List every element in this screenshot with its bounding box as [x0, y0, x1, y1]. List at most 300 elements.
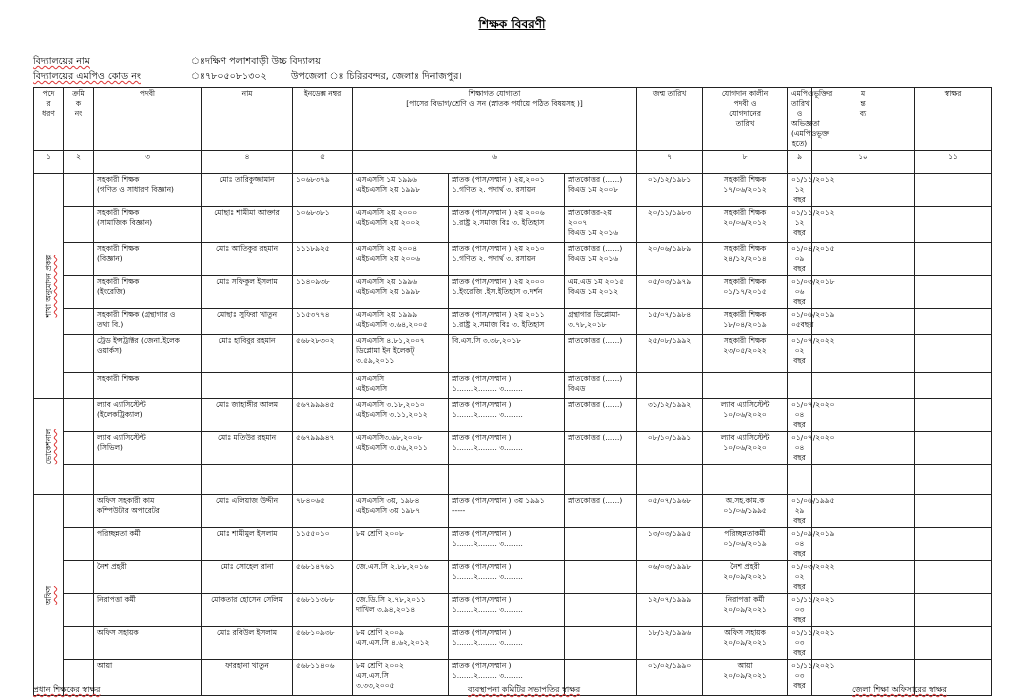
header-post-type: পদে র ধরণ: [34, 88, 64, 151]
joining-cell: [703, 528, 788, 561]
dob-cell: ০১/০২/১৯৯০: [637, 660, 703, 696]
mpo-cell-line: ০৩ বছর: [793, 671, 806, 690]
index-cell: ৫৬৮২৮৩০২: [293, 335, 353, 373]
degree-cell-line: ১.......২........ ৩........: [452, 638, 523, 647]
joining-cell-line: ০১/০৬/২০১৯: [723, 539, 767, 548]
index-cell: ৫৬৮১০৯৩৮: [293, 627, 353, 660]
joining-cell-line: সহকারী শিক্ষক: [723, 310, 767, 319]
ssc-hsc-cell: [353, 335, 449, 373]
dob-cell: ০১/১২/১৯৮১: [637, 174, 703, 207]
ssc-hsc-cell-line: ৩.৫৯,২০১১: [356, 356, 395, 365]
header-index: ইনডেক্স নম্বর: [293, 88, 353, 151]
joining-cell: [703, 594, 788, 627]
group-label: অফিস: [43, 585, 53, 605]
designation-cell-line: সহকারী শিক্ষক: [97, 374, 140, 383]
masters-cell: [565, 243, 637, 276]
signature-cell: [915, 309, 992, 335]
mpo-cell-line: ০২ বছর: [793, 346, 806, 365]
designation-cell-line: আয়া: [97, 661, 113, 670]
masters-cell-line: বিএড ১ম ২০১৬: [568, 228, 619, 237]
school-name-label: বিদ্যালয়ের নাম: [33, 56, 90, 67]
degree-cell-line: স্নাতক (পাস/সম্মান ): [452, 529, 512, 538]
joining-cell-line: ২৪/১২/২০১৪: [723, 254, 767, 263]
header-mpo: এমপিওভূক্তির তারিখ ও অভিজ্ঞতা (এমপিওভূক্ত হতে): [788, 88, 812, 151]
serial-cell: [64, 594, 94, 627]
table-row: [34, 528, 992, 561]
mpo-cell: [788, 594, 835, 627]
table-row: [34, 561, 992, 594]
joining-cell-line: পরিচ্ছন্নতাকর্মী: [724, 529, 766, 538]
joining-cell: [703, 373, 788, 399]
joining-cell-line: সহকারী শিক্ষক: [723, 208, 767, 217]
designation-cell-line: নিরাপত্তা কর্মী: [97, 595, 136, 604]
index-cell: ১০৬৮৩৮১: [293, 207, 353, 243]
ssc-hsc-cell-line: এসএসসি ২য় ১৯৯৯: [356, 310, 418, 319]
ssc-hsc-cell-line: এইচএসসি ৩.৫৬,২০১১: [356, 443, 428, 452]
dob-cell: ১৮/১২/১৯৯৬: [637, 627, 703, 660]
dob-cell: ২০/১১/১৯৮৩: [637, 207, 703, 243]
joining-cell: [703, 465, 788, 495]
index-cell: ৫৬৭৯৯৯৪৭: [293, 432, 353, 465]
degree-cell: [449, 627, 565, 660]
mpo-cell-line: ০৯ বছর: [793, 254, 806, 273]
designation-cell-line: সহকারী শিক্ষক: [97, 244, 140, 253]
dob-cell: ০৮/১০/১৯৯১: [637, 432, 703, 465]
mpo-cell: [788, 495, 835, 528]
joining-cell: [703, 561, 788, 594]
index-cell: ৫৬৮১১৪০৬: [293, 660, 353, 696]
ssc-hsc-cell-line: এইচএসসি ২য় ১৯৯৮: [356, 287, 420, 296]
masters-cell-line: বিএড ১ম ২০১২: [568, 287, 619, 296]
joining-cell-line: ১৭/০৬/২০১২: [723, 185, 767, 194]
name-cell: মোঃ শামীমুল ইসলাম: [202, 528, 293, 561]
degree-cell-line: স্নাতক (পাস/সম্মান ): [452, 374, 512, 383]
col-number: ৬: [353, 151, 637, 174]
degree-cell-line: স্নাতক (পাস/সম্মান ): [452, 433, 512, 442]
designation-cell: [94, 561, 202, 594]
signature-cell: [915, 276, 992, 309]
school-mpo-value: ৭৮০৫০৮১৩০২: [205, 71, 267, 82]
masters-cell-line: এম.এড ১ম ২০১৫: [568, 277, 624, 286]
mpo-cell-line: ০১/০৬/১৯৯৫: [791, 496, 835, 505]
ssc-hsc-cell-line: এসএসসি৩.৬৮,২০০৮: [356, 433, 423, 442]
name-cell: মোঃ মতিউর রহমান: [202, 432, 293, 465]
serial-cell: [64, 495, 94, 528]
masters-cell: [565, 594, 637, 627]
joining-cell: [703, 335, 788, 373]
mpo-cell-line: ০১/১১/২০২১: [791, 628, 835, 637]
masters-cell-line: স্নাতকোত্তর (......): [568, 244, 623, 253]
mpo-cell-line: ০১/১১/২০১২: [791, 175, 835, 184]
serial-cell: [64, 465, 94, 495]
masters-cell: [565, 465, 637, 495]
ssc-hsc-cell: [353, 243, 449, 276]
joining-cell: [703, 207, 788, 243]
dob-cell: ০৫/০৩/১৯৭৯: [637, 276, 703, 309]
group-label: শাখা অনুমোদন প্রকল্প: [43, 254, 53, 318]
ssc-hsc-cell: [353, 495, 449, 528]
mpo-cell-line: ০৩ বছর: [793, 605, 806, 624]
ssc-hsc-cell: [353, 660, 449, 696]
table-row: [34, 432, 992, 465]
signature-cell: [915, 174, 992, 207]
signature-cell: [915, 465, 992, 495]
masters-cell-line: স্নাতকোত্তর (......): [568, 400, 623, 409]
joining-cell-line: ০১/০৬/১৯৯৫: [723, 506, 767, 515]
ssc-hsc-cell-line: এসএসসি ২য় ২০০০: [356, 208, 418, 217]
joining-cell-line: ২৩/০৫/২০২২: [723, 346, 767, 355]
serial-cell: [64, 309, 94, 335]
table-row: [34, 207, 992, 243]
degree-cell-line: ১.ইংরেজি .ইস.ইতিহাস ৩.দর্শন: [452, 287, 543, 296]
ssc-hsc-cell-line: এইচএসসি ২য় ১৯৯৮: [356, 185, 420, 194]
designation-cell: [94, 528, 202, 561]
table-row: [34, 276, 992, 309]
designation-cell-line: সহকারী শিক্ষক: [97, 175, 140, 184]
mpo-cell: [788, 335, 835, 373]
joining-cell-line: নিরাপত্তা কর্মী: [725, 595, 765, 604]
mpo-cell: [788, 561, 835, 594]
col-number: ১১: [915, 151, 992, 174]
ssc-hsc-cell-line: এসএসসি ৩.১৮,২০১০: [356, 400, 425, 409]
ssc-hsc-cell: [353, 207, 449, 243]
joining-cell-line: ল্যাব এ্যাসিস্টেন্ট: [720, 433, 770, 442]
ssc-hsc-cell-line: এইচএসসি ৩য় ১৯৮৭: [356, 506, 421, 515]
designation-cell-line: নৈশ প্রহরী: [97, 562, 127, 571]
masters-cell: [565, 495, 637, 528]
designation-cell-line: কম্পিউটার অপারেটর: [97, 506, 160, 515]
signature-cell: [915, 373, 992, 399]
ssc-hsc-cell-line: এসএসসি ২য় ১৯৯৬: [356, 277, 418, 286]
designation-cell: [94, 373, 202, 399]
degree-cell: [449, 495, 565, 528]
mpo-cell: [788, 432, 835, 465]
mpo-cell-line: ০১/০৪/২০১৫: [791, 244, 835, 253]
committee-signature: ব্যবস্থাপনা কমিটির সভাপতির স্বাক্ষর: [468, 685, 581, 694]
header-designation: পদবী: [94, 88, 202, 151]
designation-cell-line: (বিজ্ঞান): [97, 254, 123, 263]
mpo-cell: [788, 399, 835, 432]
masters-cell: [565, 528, 637, 561]
mpo-cell-line: ০১/০৬/২০১৯: [791, 310, 835, 319]
designation-cell: [94, 495, 202, 528]
designation-cell-line: পরিচ্ছন্নতা কর্মী: [97, 529, 141, 538]
dob-cell: [637, 465, 703, 495]
masters-cell-line: বিএড: [568, 384, 586, 393]
joining-cell: [703, 276, 788, 309]
header-remarks: ম ন্ত ব্য: [812, 88, 915, 151]
mpo-cell-line: ০১/০৩/২০২২: [791, 562, 835, 571]
designation-cell-line: (গণিত ও সাধারণ বিজ্ঞান): [97, 185, 174, 194]
index-cell: ১১৫৫০১০: [293, 528, 353, 561]
mpo-cell: [788, 660, 835, 696]
degree-cell-line: স্নাতক (পাস/সম্মান ) ২য় ২০০৬: [452, 208, 545, 217]
mpo-cell-line: ০৪ বছর: [793, 539, 806, 558]
degree-cell-line: বি.এস.সি ৩.৩৮,২০১৮: [452, 336, 522, 345]
mpo-cell-line: ০১/১১/২০২১: [791, 595, 835, 604]
masters-cell-line: গ্রন্থাগার ডিপ্লোমা-: [568, 310, 621, 319]
signature-cell: [915, 495, 992, 528]
degree-cell: [449, 373, 565, 399]
joining-cell-line: ২০/০৯/২০২১: [723, 572, 767, 581]
index-cell: ১১১৮৯২৫: [293, 243, 353, 276]
mpo-cell-line: ০১/০৩/২০১৮: [791, 277, 835, 286]
signature-cell: [915, 432, 992, 465]
masters-cell-line: স্নাতকোত্তর-২য়: [568, 208, 612, 217]
header-dob: জন্ম তারিখ: [637, 88, 703, 151]
degree-cell: [449, 309, 565, 335]
mpo-cell-line: ০১/১১/২০১২: [791, 208, 835, 217]
serial-cell: [64, 528, 94, 561]
ssc-hsc-cell: [353, 276, 449, 309]
school-mpo-line: [33, 70, 462, 85]
ssc-hsc-cell-line: এসএসসি ৩য়, ১৯৮৪: [356, 496, 420, 505]
degree-cell-line: স্নাতক (পাস/সম্মান ) ২য় ২০১০: [452, 244, 545, 253]
designation-cell-line: সহকারী শিক্ষক (গ্রন্থাগার ও: [97, 310, 176, 319]
dob-cell: ০৬/০৩/১৯৯৮: [637, 561, 703, 594]
mpo-cell: [788, 627, 835, 660]
serial-cell: [64, 174, 94, 207]
district-officer-signature: জেলা শিক্ষা অফিসারের স্বাক্ষর: [852, 685, 947, 694]
name-cell: মোঃ রবিউল ইসলাম: [202, 627, 293, 660]
degree-cell: [449, 335, 565, 373]
name-cell: মোছাঃ সুফিরা খাতুন: [202, 309, 293, 335]
designation-cell-line: তথ্য বি.): [97, 320, 124, 329]
degree-cell-line: ১.......২........ ৩........: [452, 539, 523, 548]
masters-cell-line: ৩.৭৮,২০১৮: [568, 320, 607, 329]
col-number: ১০: [812, 151, 915, 174]
joining-cell: [703, 174, 788, 207]
masters-cell-line: বিএড ১ম ২০১৬: [568, 254, 619, 263]
joining-cell-line: ২০/০৯/২০২১: [723, 638, 767, 647]
table-row: [34, 174, 992, 207]
ssc-hsc-cell-line: এইচএসসি ৩.১১,২০১২: [356, 410, 428, 419]
signature-cell: [915, 627, 992, 660]
degree-cell: [449, 432, 565, 465]
signature-cell: [915, 335, 992, 373]
school-location: উপজেলা ঃ চিরিরবন্দর, জেলাঃ দিনাজপুর।: [291, 71, 462, 82]
dob-cell: ১৫/০৭/১৯৮৪: [637, 309, 703, 335]
table-row: [34, 373, 992, 399]
degree-cell: [449, 561, 565, 594]
mpo-cell-line: ২৯ বছর: [793, 506, 806, 525]
mpo-cell-line: ০৬ বছর: [793, 287, 806, 306]
col-number: ৫: [293, 151, 353, 174]
mpo-cell: [788, 528, 835, 561]
ssc-hsc-cell-line: ৮ম শ্রেণি ২০০৮: [356, 529, 404, 538]
index-cell: ৭৮৪০৬৫: [293, 495, 353, 528]
designation-cell: [94, 627, 202, 660]
name-cell: মোছাঃ শামীমা আক্তার: [202, 207, 293, 243]
col-number: ৩: [94, 151, 202, 174]
signature-cell: [915, 528, 992, 561]
joining-cell-line: সহকারী শিক্ষক: [723, 175, 767, 184]
colon: ঃ: [191, 56, 205, 67]
table-row: [34, 399, 992, 432]
joining-cell-line: অফিস সহায়ক: [724, 628, 766, 637]
masters-cell: [565, 276, 637, 309]
degree-cell-line: স্নাতক (পাস/সম্মান ) ২য় ২০১১: [452, 310, 545, 319]
ssc-hsc-cell-line: এসএসসি ৪.৮১,২০০৭: [356, 336, 425, 345]
degree-cell-line: স্নাতক (পাস/সম্মান ): [452, 562, 512, 571]
degree-cell-line: স্নাতক (পাস/সম্মান ): [452, 628, 512, 637]
index-cell: ৫৬৮১১৩৮৮: [293, 594, 353, 627]
serial-cell: [64, 243, 94, 276]
ssc-hsc-cell-line: ডিপ্লোমা ইন ইলেকট্: [356, 346, 415, 355]
joining-cell-line: ২০/০৬/২০১২: [723, 218, 767, 227]
joining-cell-line: সহকারী শিক্ষক: [723, 244, 767, 253]
designation-cell-line: অফিস সহকারী কাম: [97, 496, 155, 505]
degree-cell: [449, 399, 565, 432]
ssc-hsc-cell: [353, 373, 449, 399]
masters-cell-line: স্নাতকোত্তর (......): [568, 496, 623, 505]
joining-cell: [703, 627, 788, 660]
joining-cell: [703, 309, 788, 335]
mpo-cell-line: ০১/০৭/২০২২: [791, 336, 835, 345]
name-cell: মোঃ এলিয়াজ উদ্দীন: [202, 495, 293, 528]
degree-cell-line: ১.গণিত ২. পদার্থ ৩. রসায়ন: [452, 254, 536, 263]
designation-cell-line: (ইলেকট্রিক্যাল): [97, 410, 143, 419]
ssc-hsc-cell-line: এইচএসসি ২য় ২০০৬: [356, 254, 421, 263]
masters-cell-line: ২০০৭: [568, 218, 588, 227]
degree-cell: [449, 243, 565, 276]
designation-cell-line: সহকারী শিক্ষক: [97, 277, 140, 286]
ssc-hsc-cell: [353, 561, 449, 594]
degree-cell-line: স্নাতক (পাস/সম্মান ) ২য়,২০০১: [452, 175, 545, 184]
degree-cell-line: স্নাতক (পাস/সম্মান ): [452, 400, 512, 409]
index-cell: ৫৬৭৯৯৯৪৫: [293, 399, 353, 432]
signature-cell: [915, 594, 992, 627]
mpo-cell-line: ০৪ বছর: [793, 410, 806, 429]
degree-cell-line: স্নাতক (পাস/সম্মান ): [452, 661, 512, 670]
masters-cell-line: স্নাতকোত্তর (......): [568, 175, 623, 184]
name-cell: মোঃ সোহেল রানা: [202, 561, 293, 594]
dob-cell: ২৫/০৮/১৯৯২: [637, 335, 703, 373]
masters-cell: [565, 627, 637, 660]
degree-cell-line: ১.......২........ ৩........: [452, 443, 523, 452]
school-mpo-label: বিদ্যালয়ের এমপিও কোড নং: [33, 71, 141, 82]
masters-cell-line: স্নাতকোত্তর (......): [568, 433, 623, 442]
masters-cell: [565, 561, 637, 594]
mpo-cell-line: ০৩ বছর: [793, 638, 806, 657]
ssc-hsc-cell-line: এসএসসি ২য় ২০০৪: [356, 244, 418, 253]
mpo-cell: [788, 207, 835, 243]
group-label-cell: [34, 399, 64, 495]
index-cell: ১০৬৮৩৭৯: [293, 174, 353, 207]
joining-cell-line: সহকারী শিক্ষক: [723, 336, 767, 345]
name-cell: [202, 373, 293, 399]
ssc-hsc-cell-line: এসএসসি ১ম ১৯৯৬: [356, 175, 417, 184]
designation-cell-line: ট্রেড ইন্সট্রাক্টর (জেনা.ইলেক: [97, 336, 180, 345]
table-row: [34, 243, 992, 276]
serial-cell: [64, 561, 94, 594]
designation-cell: [94, 335, 202, 373]
ssc-hsc-cell-line: এইচএসসি ৩.৬৪,২০০৫: [356, 320, 428, 329]
name-cell: মোঃ সফিকুল ইসলাম: [202, 276, 293, 309]
joining-cell-line: ল্যাব এ্যাসিস্টেন্ট: [720, 400, 770, 409]
joining-cell: [703, 432, 788, 465]
degree-cell-line: ১.রাষ্ট্র ২.সমাজ বিঃ ৩. ইতিহাস: [452, 218, 545, 227]
mpo-cell-line: ০৪ বছর: [793, 443, 806, 462]
header-joining: যোগদান কালীন পদবী ও যোগদানের তারিখ: [703, 88, 788, 151]
degree-cell-line: স্নাতক (পাস/সম্মান ) ৩য় ১৯৯১: [452, 496, 545, 505]
masters-cell: [565, 399, 637, 432]
index-cell: ১১৫৩৭৭৪: [293, 309, 353, 335]
ssc-hsc-cell-line: এস.এস.সি ৪.৬২,২০১২: [356, 638, 430, 647]
designation-cell-line: (ইংরেজি): [97, 287, 126, 296]
mpo-cell: [788, 174, 835, 207]
mpo-cell-line: ১২ বছর: [793, 218, 806, 237]
name-cell: মোঃ আতিকুর রহমান: [202, 243, 293, 276]
ssc-hsc-cell: [353, 627, 449, 660]
designation-cell: [94, 465, 202, 495]
ssc-hsc-cell: [353, 465, 449, 495]
designation-cell: [94, 174, 202, 207]
mpo-cell-line: ১২ বছর: [793, 185, 806, 204]
ssc-hsc-cell-line: এইচএসসি ২য় ২০০২: [356, 218, 421, 227]
name-cell: মোঃ তারিকুজ্জামান: [202, 174, 293, 207]
school-name-line: [33, 55, 321, 70]
col-number: ২: [64, 151, 94, 174]
group-label-cell: [34, 495, 64, 696]
group-label: ভোকেশনাল: [43, 428, 53, 465]
degree-cell: [449, 465, 565, 495]
ssc-hsc-cell: [353, 528, 449, 561]
masters-cell-line: স্নাতকোত্তর (......): [568, 374, 623, 383]
index-cell: [293, 373, 353, 399]
serial-cell: [64, 335, 94, 373]
col-number: ৮: [703, 151, 788, 174]
index-cell: ১১৪০৯৩৮: [293, 276, 353, 309]
ssc-hsc-cell-line: জে.এস.সি ২.৮৮,২০১৬: [356, 562, 429, 571]
serial-cell: [64, 627, 94, 660]
ssc-hsc-cell: [353, 594, 449, 627]
ssc-hsc-cell-line: ৮ম শ্রেণি ২০০২: [356, 661, 404, 670]
table-body: [34, 174, 992, 696]
name-cell: মোঃ হাবিবুর রহমান: [202, 335, 293, 373]
degree-cell-line: ১.......২........ ৩........: [452, 384, 523, 393]
degree-cell-line: ১.......২........ ৩........: [452, 410, 523, 419]
designation-cell-line: (সিভিল): [97, 443, 123, 452]
ssc-hsc-cell: [353, 399, 449, 432]
col-number: ১: [34, 151, 64, 174]
designation-cell: [94, 309, 202, 335]
degree-cell-line: স্নাতক (পাস/সম্মান ) ২য় ২০০০: [452, 277, 545, 286]
dob-cell: ১৩/০৩/১৯৯৫: [637, 528, 703, 561]
serial-cell: [64, 276, 94, 309]
designation-cell: [94, 243, 202, 276]
joining-cell-line: ২০/০৯/২০২১: [723, 605, 767, 614]
table-row: [34, 335, 992, 373]
joining-cell-line: সহকারী শিক্ষক: [723, 277, 767, 286]
header-qualification: শিক্ষাগত যোগ্যতা [পাসের বিভাগ/শ্রেণি ও সন (স্নাতক পর্যায়ে পঠিত বিষয়সহ )]: [353, 88, 637, 151]
joining-cell: [703, 495, 788, 528]
designation-cell: [94, 660, 202, 696]
mpo-cell: [788, 373, 812, 399]
column-number-row: [34, 151, 992, 174]
name-cell: [202, 465, 293, 495]
designation-cell: [94, 594, 202, 627]
ssc-hsc-cell-line: দাখিল ৩.৯৪,২০১৪: [356, 605, 416, 614]
ssc-hsc-cell-line: এসএসসি: [356, 374, 385, 383]
remarks-cell: [812, 465, 915, 495]
joining-cell: [703, 660, 788, 696]
degree-cell: [449, 528, 565, 561]
joining-cell-line: নৈশ প্রহরী: [730, 562, 760, 571]
header-row: [34, 88, 992, 151]
joining-cell-line: ১০/০৬/২০২০: [723, 443, 767, 452]
masters-cell: [565, 309, 637, 335]
